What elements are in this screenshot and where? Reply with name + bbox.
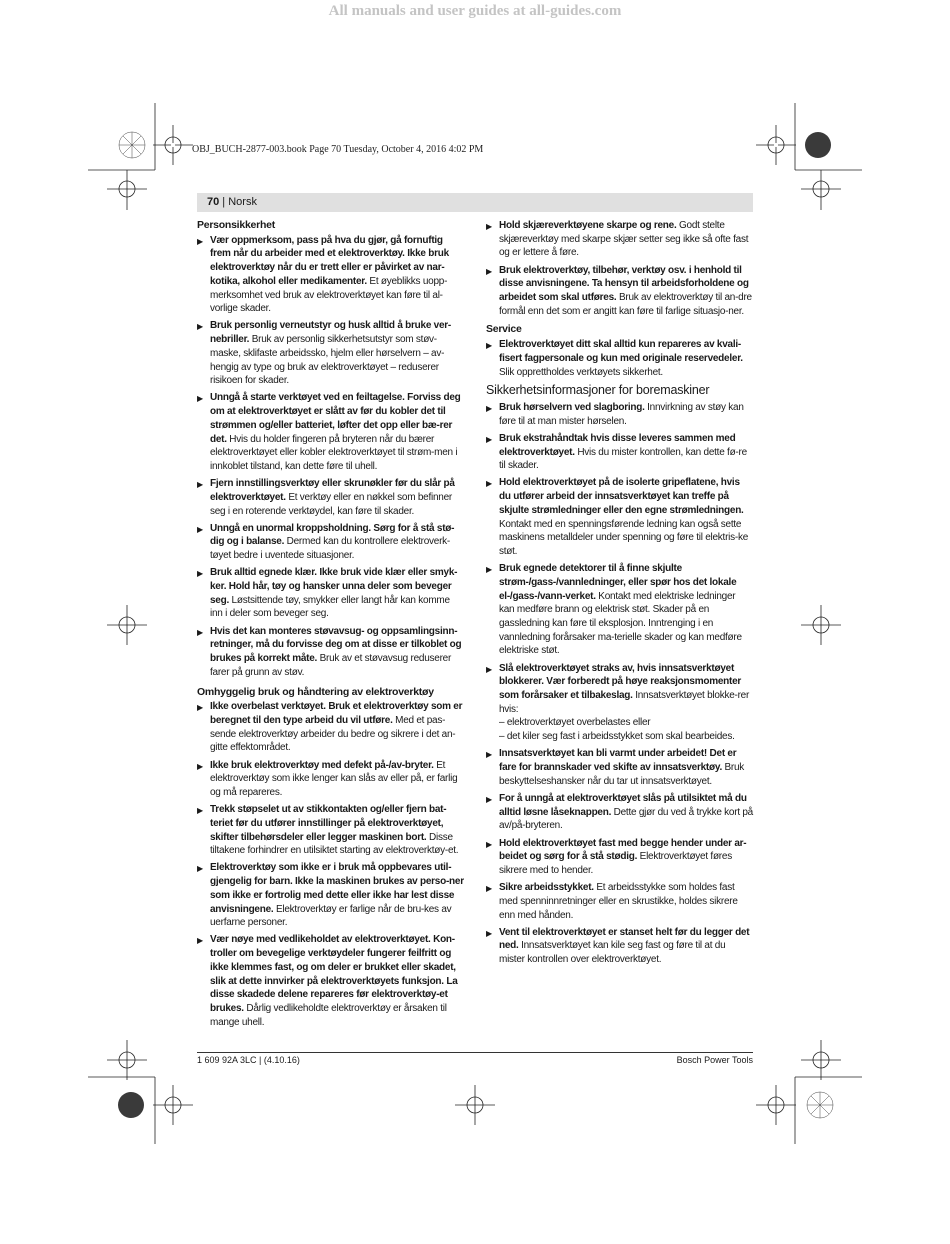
item-bold-text: Bruk personlig verneutstyr og husk alltid å bruke ver-nebriller. xyxy=(210,320,452,346)
item-text: Bruk av elektroverktøy til an-dre formål enn det som er angitt kan føre til farlige situasjo-ner. xyxy=(499,292,752,317)
item-text: Disse tiltakene forhindrer en utilsiktet starting av elektroverktøy-et. xyxy=(210,831,459,857)
item-bold-text: Bruk elektroverktøy, tilbehør, verktøy osv. i henhold til disse anvisningene. Ta hensyn til arbeidsforholdene og arbeidet som skal utføres. xyxy=(499,264,749,304)
list-item xyxy=(486,219,753,260)
bullet-triangle-icon: ▶ xyxy=(197,864,203,874)
item-bold-text: Vent til elektroverktøyet er stanset helt før du legger det ned. xyxy=(499,926,750,952)
list-item xyxy=(197,391,464,473)
list-item xyxy=(486,264,753,319)
list-item xyxy=(486,792,753,833)
list-item xyxy=(197,625,464,680)
bullet-triangle-icon: ▶ xyxy=(486,839,492,849)
bullet-triangle-icon: ▶ xyxy=(197,480,203,490)
section-title-tool-use: Omhyggelig bruk og håndtering av elektroverktøy xyxy=(197,685,434,698)
item-text: Kontakt med elektriske ledninger kan medføre brann og elektrisk støt. Skader på en gassledning kan føre til eksplosjon. Inntrenging i en vannledning forårsaker ma-terielle skader og kan medføre elektriske støt. xyxy=(499,590,742,657)
list-item xyxy=(486,338,753,379)
item-bold-text: Vær oppmerksom, pass på hva du gjør, gå fornuftig frem når du arbeider med et elektroverktøy. Ikke bruk elektroverktøy når du er trett eller er påvirket av nar-kotika, alkohol eller medikamenter. xyxy=(210,234,449,287)
bullet-triangle-icon: ▶ xyxy=(486,266,492,276)
item-bold-text: Sikre arbeidsstykket. xyxy=(499,882,594,894)
list-item xyxy=(197,319,464,388)
bullet-triangle-icon: ▶ xyxy=(197,524,203,534)
footer-document-code: 1 609 92A 3LC | (4.10.16) xyxy=(197,1055,300,1065)
item-bold-text: Ikke overbelast verktøyet. Bruk et elektroverktøy som er beregnet til den type arbeid du vil utføre. xyxy=(210,701,463,726)
drill-safety-list xyxy=(486,401,753,967)
item-bold-text: Hold skjæreverktøyene skarpe og rene. xyxy=(499,220,677,231)
bullet-triangle-icon: ▶ xyxy=(197,394,203,404)
item-text: Elektroverktøy er farlige når de bru-kes av uerfarne personer. xyxy=(210,903,452,929)
bullet-triangle-icon: ▶ xyxy=(486,884,492,894)
bullet-triangle-icon: ▶ xyxy=(486,750,492,760)
list-item xyxy=(197,566,464,621)
list-item xyxy=(197,522,464,563)
bullet-triangle-icon: ▶ xyxy=(486,794,492,804)
item-text: Bruk beskyttelseshansker når du tar ut innsatsverktøyet. xyxy=(499,762,745,787)
footer-divider xyxy=(197,1052,753,1053)
bullet-triangle-icon: ▶ xyxy=(486,403,492,413)
item-text: Bruk av et støvavsug reduserer farer på grunn av støv. xyxy=(210,653,452,678)
item-subpoint: – det kiler seg fast i arbeidsstykket som skal bearbeides. xyxy=(499,731,735,743)
book-header: OBJ_BUCH-2877-003.book Page 70 Tuesday, October 4, 2016 4:02 PM xyxy=(192,144,484,155)
list-item xyxy=(197,477,464,518)
list-item xyxy=(197,700,464,755)
section-title-drill-safety: Sikkerhetsinformasjoner for boremaskiner xyxy=(486,383,710,398)
list-item xyxy=(486,432,753,473)
item-bold-text: Unngå å starte verktøyet ved en feiltagelse. Forviss deg om at elektroverktøyet er slått av før du kobler det til strømmen og/eller batteriet, løfter det opp eller bæ-rer det. xyxy=(210,392,461,445)
list-item xyxy=(197,759,464,800)
list-item xyxy=(486,476,753,558)
page-number: 70 xyxy=(207,196,220,208)
item-bold-text: Bruk alltid egnede klær. Ikke bruk vide klær eller smyk-ker. Hold hår, tøy og hansker unna deler som beveger seg. xyxy=(210,567,458,606)
item-bold-text: Ikke bruk elektroverktøy med defekt på-/av-bryter. xyxy=(210,759,434,771)
bullet-triangle-icon: ▶ xyxy=(486,664,492,674)
item-bold-text: Hold elektroverktøyet på de isolerte gripeflatene, hvis du utfører arbeid der innsatsverktøyet kan treffe på skjulte strømledninger eller den egne strømledningen. xyxy=(499,477,744,516)
bullet-triangle-icon: ▶ xyxy=(197,569,203,579)
item-text: Kontakt med en spenningsførende ledning kan også sette maskinens metalldeler under spenning og føre til elektris-ke støt. xyxy=(499,518,749,557)
item-text: Et arbeidsstykke som holdes fast med spenninnretninger eller en skrustikke, holdes sikrere enn med hånden. xyxy=(499,882,738,921)
bullet-triangle-icon: ▶ xyxy=(197,236,203,246)
list-item xyxy=(197,803,464,858)
watermark: All manuals and user guides at all-guides.com xyxy=(328,3,622,19)
item-bold-text: Unngå en unormal kroppsholdning. Sørg for å stå stø-dig og i balanse. xyxy=(210,522,455,548)
bullet-triangle-icon: ▶ xyxy=(486,341,492,351)
item-bold-text: Elektroverktøy som ikke er i bruk må oppbevares util-gjengelig for barn. Ikke la maskinen brukes av perso-ner som ikke er fortrolig med dette eller ikke har lest disse anvisningene. xyxy=(210,862,464,915)
bullet-triangle-icon: ▶ xyxy=(197,936,203,946)
list-item xyxy=(486,562,753,658)
item-text: Innvirkning av støy kan føre til at man mister hørselen. xyxy=(499,401,744,427)
bullet-triangle-icon: ▶ xyxy=(486,434,492,444)
page-separator: | xyxy=(219,196,229,208)
item-text: Et verktøy eller en nøkkel som befinner seg i en roterende verktøydel, kan føre til skader. xyxy=(210,491,452,517)
bullet-triangle-icon: ▶ xyxy=(197,322,203,332)
item-bold-text: Hold elektroverktøyet fast med begge hender under ar-beidet og sørg for å stå stødig. xyxy=(499,837,747,863)
bullet-triangle-icon: ▶ xyxy=(486,479,492,489)
item-text: Dermed kan du kontrollere elektroverk-tøyet bedre i uventede situasjoner. xyxy=(210,536,450,562)
item-bold-text: Vær nøye med vedlikeholdet av elektroverktøyet. Kon-troller om bevegelige verktøydeler fungerer feilfritt og ikke klemmes fast, og om deler er brukket eller skadet, slik at dette innvirker på elektroverktøyets funksjon. La disse skadede delene repareres før elektroverktøy-et brukes. xyxy=(210,934,458,1014)
list-item xyxy=(197,933,464,1029)
right-column xyxy=(486,219,753,970)
item-text: Bruk av personlig sikkerhetsutstyr som støv-maske, sklifaste arbeidssko, hjelm eller hørselvern – av-hengig av type og bruk av elektroverktøyet – reduserer risikoen for skader. xyxy=(210,334,445,387)
bullet-triangle-icon: ▶ xyxy=(197,806,203,816)
item-text: Dårlig vedlikeholdte elektroverktøy er årsaken til mange uhell. xyxy=(210,1002,447,1028)
item-text: Innsatsverktøyet kan kile seg fast og føre til at du mister kontrollen over elektroverktøyet. xyxy=(499,940,726,966)
item-text: Innsatsverktøyet blokke-rer hvis: xyxy=(499,690,750,715)
item-bold-text: Bruk hørselvern ved slagboring. xyxy=(499,401,645,413)
bullet-triangle-icon: ▶ xyxy=(197,703,203,713)
personal-safety-list xyxy=(197,234,464,680)
list-item xyxy=(486,837,753,878)
bullet-triangle-icon: ▶ xyxy=(197,761,203,771)
item-bold-text: Trekk støpselet ut av stikkontakten og/eller fjern bat-teriet før du utfører innstillinger på elektroverktøyet, skifter tilbehørsdeler eller legger maskinen bort. xyxy=(210,804,447,843)
bullet-triangle-icon: ▶ xyxy=(197,627,203,637)
item-text: Med et pas-sende elektroverktøy arbeider du bedre og sikrere i det an-gitte effektområdet. xyxy=(210,714,456,754)
item-bold-text: Bruk egnede detektorer til å finne skjulte strøm-/gass-/vannledninger, eller spør hos det lokale el-/gass-/vann-verket. xyxy=(499,563,737,602)
tool-use-list-continued xyxy=(486,219,753,318)
list-item xyxy=(486,747,753,788)
section-title-service: Service xyxy=(486,323,522,336)
left-column xyxy=(197,219,464,1033)
item-subpoint: – elektroverktøyet overbelastes eller xyxy=(499,717,651,729)
item-bold-text: Bruk ekstrahåndtak hvis disse leveres sammen med elektroverktøyet. xyxy=(499,432,736,458)
item-text: Et øyeblikks uopp-merksomhet ved bruk av elektroverktøyet kan føre til al-vorlige skader. xyxy=(210,275,448,315)
list-item xyxy=(197,234,464,316)
bullet-triangle-icon: ▶ xyxy=(486,222,492,231)
section-title-personal-safety: Personsikkerhet xyxy=(197,219,275,231)
item-text: Hvis du mister kontrollen, kan dette fø-re til skader. xyxy=(499,446,747,472)
bullet-triangle-icon: ▶ xyxy=(486,565,492,575)
item-text: Løstsittende tøy, smykker eller langt hår kan komme inn i deler som beveger seg. xyxy=(210,594,450,620)
item-text: Slik opprettholdes verktøyets sikkerhet. xyxy=(499,366,663,378)
item-bold-text: Fjern innstillingsverktøy eller skrunøkler før du slår på elektroverktøyet. xyxy=(210,478,455,503)
list-item xyxy=(486,662,753,744)
item-bold-text: For å unngå at elektroverktøyet slås på utilsiktet må du alltid løsne låseknappen. xyxy=(499,792,747,818)
item-bold-text: Elektroverktøyet ditt skal alltid kun repareres av kvali-fisert fagpersonale og kun med originale reservedeler. xyxy=(499,339,743,364)
footer-brand: Bosch Power Tools xyxy=(676,1055,753,1065)
item-text: Godt stelte skjæreverktøy med skarpe skjær setter seg ikke så ofte fast og er lettere å føre. xyxy=(499,220,749,259)
item-text: Elektroverktøyet føres sikrere med to hender. xyxy=(499,851,732,876)
list-item xyxy=(486,401,753,428)
bullet-triangle-icon: ▶ xyxy=(486,928,492,938)
item-text: Hvis du holder fingeren på bryteren når du bærer elektroverktøyet eller kobler elektroverktøyet til strøm-men i innkoblet tilstand, kan dette føre til uhell. xyxy=(210,433,458,472)
page-header-band xyxy=(197,193,753,212)
item-text: Dette gjør du ved å trykke kort på av/på-bryteren. xyxy=(499,806,753,832)
item-bold-text: Slå elektroverktøyet straks av, hvis innsatsverktøyet blokkerer. Vær forberedt på høye reaksjonsmomenter som forårsaker et tilbakeslag. xyxy=(499,662,742,701)
list-item xyxy=(486,881,753,922)
item-bold-text: Hvis det kan monteres støvavsug- og oppsamlingsinn-retninger, må du forvisse deg om at disse er tilkoblet og brukes på korrekt måte. xyxy=(210,625,462,665)
list-item xyxy=(486,926,753,967)
page-language: Norsk xyxy=(228,196,257,208)
item-text: Et elektroverktøy som ikke lenger kan slås av eller på, er farlig og må repareres. xyxy=(210,759,458,798)
tool-use-list xyxy=(197,700,464,1029)
list-item xyxy=(197,861,464,930)
service-list xyxy=(486,338,753,379)
item-bold-text: Innsatsverktøyet kan bli varmt under arbeidet! Det er fare for brannskader ved skifte av innsatsverktøy. xyxy=(499,748,737,774)
